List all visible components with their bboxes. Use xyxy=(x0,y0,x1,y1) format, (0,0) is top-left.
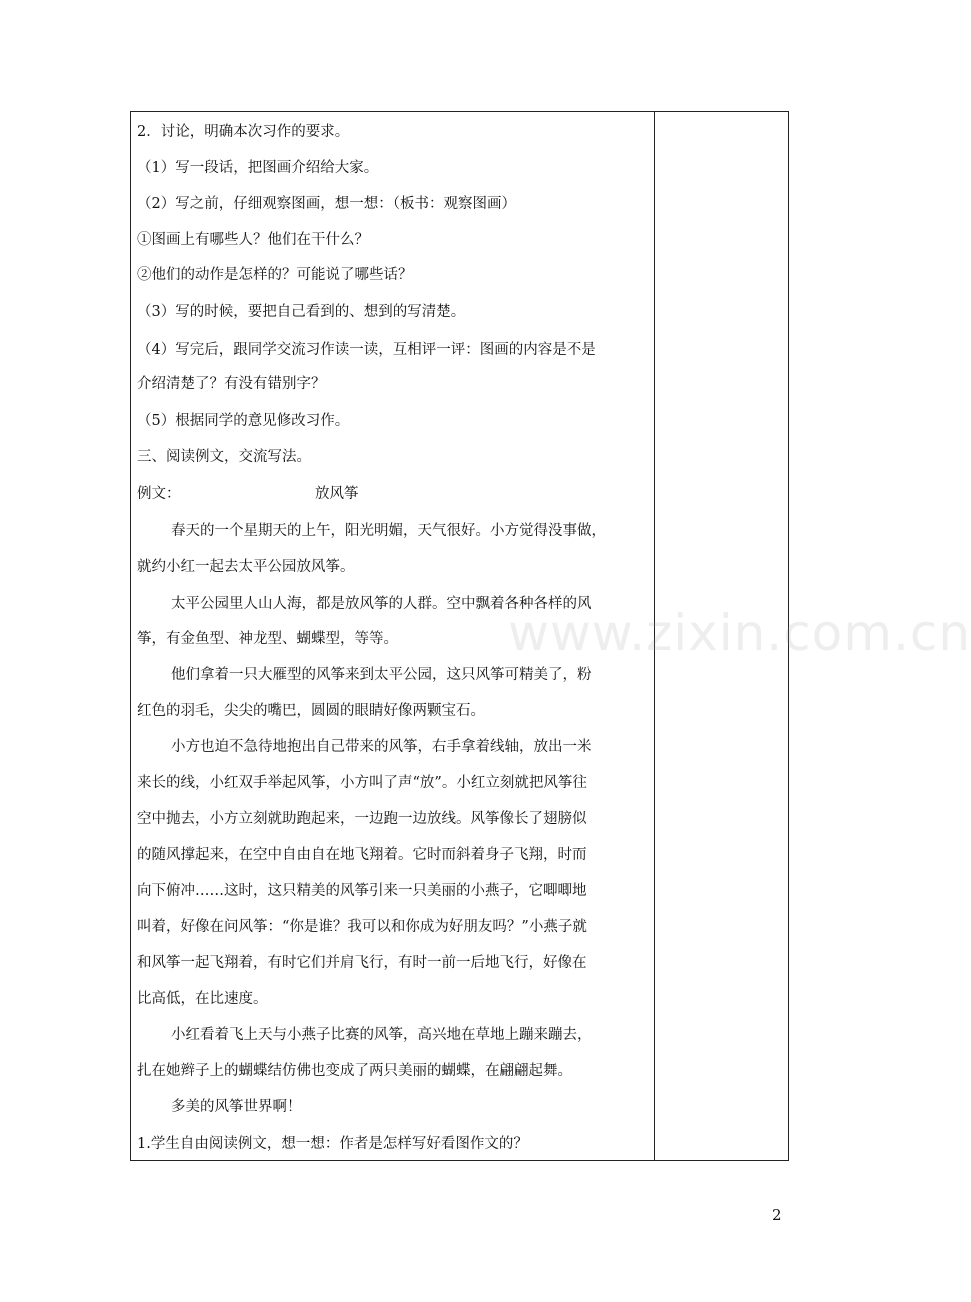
page-number: 2 xyxy=(772,1206,782,1224)
essay-line: 小红看着飞上天与小燕子比赛的风筝，高兴地在草地上蹦来蹦去， xyxy=(171,1027,592,1043)
essay-line: 向下俯冲……这时，这只精美的风筝引来一只美丽的小燕子，它唧唧地 xyxy=(137,883,587,899)
text-line: 2．讨论，明确本次习作的要求。 xyxy=(137,124,350,140)
watermark: www.zixin.com.cn xyxy=(508,604,971,662)
text-line: （2）写之前，仔细观察图画，想一想：（板书：观察图画） xyxy=(137,196,516,212)
essay-line: 多美的风筝世界啊！ xyxy=(171,1099,302,1115)
text-line: ①图画上有哪些人？他们在干什么？ xyxy=(137,232,369,248)
essay-line: 来长的线，小红双手举起风筝，小方叫了声“放”。小红立刻就把风筝往 xyxy=(137,775,587,791)
essay-line: 空中抛去，小方立刻就助跑起来，一边跑一边放线。风筝像长了翅膀似 xyxy=(137,811,587,827)
section-heading: 三、阅读例文，交流写法。 xyxy=(137,449,311,465)
essay-line: 和风筝一起飞翔着，有时它们并肩飞行，有时一前一后地飞行，好像在 xyxy=(137,955,587,971)
essay-line: 叫着，好像在问风筝：“你是谁？我可以和你成为好朋友吗？”小燕子就 xyxy=(137,919,587,935)
example-header xyxy=(137,484,359,504)
essay-line: 的随风撑起来，在空中自由自在地飞翔着。它时而斜着身子飞翔，时而 xyxy=(137,847,587,863)
text-line: 介绍清楚了？有没有错别字？ xyxy=(137,376,326,392)
essay-line: 小方也迫不急待地抱出自己带来的风筝，右手拿着线轴，放出一米 xyxy=(171,739,592,755)
text-line: （1）写一段话，把图画介绍给大家。 xyxy=(137,160,379,176)
text-line: （5）根据同学的意见修改习作。 xyxy=(137,413,350,429)
essay-line: 红色的羽毛，尖尖的嘴巴，圆圆的眼睛好像两颗宝石。 xyxy=(137,703,485,719)
text-line: ②他们的动作是怎样的？可能说了哪些话？ xyxy=(137,267,413,283)
example-label: 例文： xyxy=(137,486,181,502)
text-line: （4）写完后，跟同学交流习作读一读，互相评一评：图画的内容是不是 xyxy=(137,342,596,358)
text-line: （3）写的时候，要把自己看到的、想到的写清楚。 xyxy=(137,304,466,320)
essay-line: 春天的一个星期天的上午，阳光明媚，天气很好。小方觉得没事做， xyxy=(171,523,606,539)
essay-line: 筝，有金鱼型、神龙型、蝴蝶型，等等。 xyxy=(137,631,398,647)
essay-line: 扎在她辫子上的蝴蝶结仿佛也变成了两只美丽的蝴蝶，在翩翩起舞。 xyxy=(137,1063,572,1079)
essay-line: 就约小红一起去太平公园放风筝。 xyxy=(137,559,355,575)
example-title: 放风筝 xyxy=(315,486,359,502)
essay-line: 太平公园里人山人海，都是放风筝的人群。空中飘着各种各样的风 xyxy=(171,596,592,612)
essay-line: 比高低，在比速度。 xyxy=(137,991,268,1007)
essay-line: 他们拿着一只大雁型的风筝来到太平公园，这只风筝可精美了，粉 xyxy=(171,667,592,683)
text-line: 1.学生自由阅读例文，想一想：作者是怎样写好看图作文的？ xyxy=(137,1136,528,1152)
